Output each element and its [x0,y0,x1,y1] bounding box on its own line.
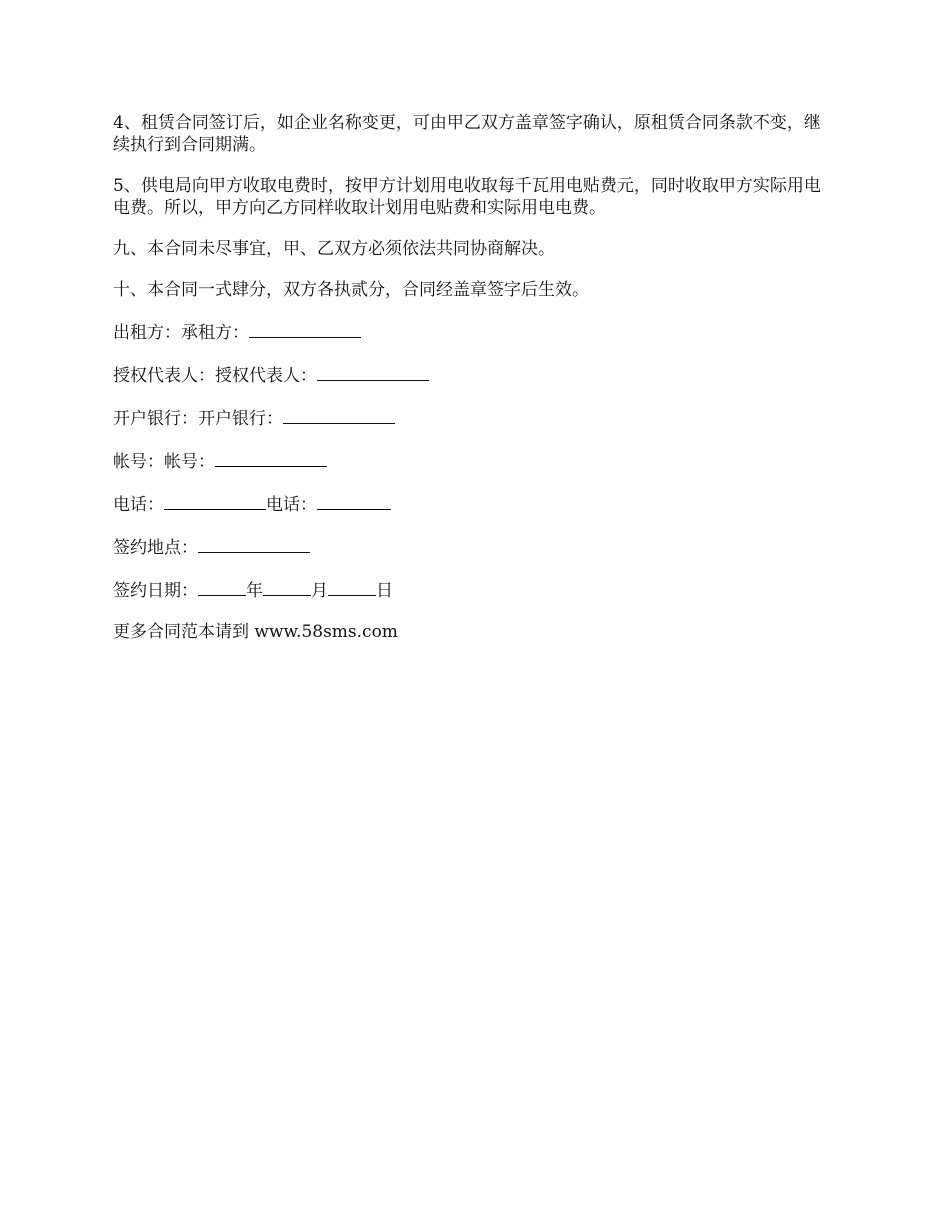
day-label: 日 [376,581,393,601]
phone-blank-1 [164,492,266,510]
year-label: 年 [246,581,263,601]
phone-label-1: 电话： [113,495,164,515]
contract-page [113,112,835,662]
lessee-label: 承租方： [181,323,249,343]
account-line [113,449,835,473]
place-line [113,535,835,559]
account-label-2: 帐号： [164,452,215,472]
lessor-label: 出租方： [113,323,181,343]
date-line [113,578,835,602]
clause-10: 十、本合同一式肆分，双方各执贰分，合同经盖章签字后生效。 [113,280,589,300]
phone-label-2: 电话： [266,495,317,515]
representative-line [113,363,835,387]
month-label: 月 [311,581,328,601]
month-blank [263,578,311,596]
clause-9: 九、本合同未尽事宜，甲、乙双方必须依法共同协商解决。 [113,239,555,259]
place-label: 签约地点： [113,538,198,558]
clause-5: 5、供电局向甲方收取电费时，按甲方计划用电收取每千瓦用电贴费元，同时收取甲方实际用电电费。所以，甲方向乙方同样收取计划用电贴费和实际用电电费。 [113,176,821,218]
account-label-1: 帐号： [113,452,164,472]
bank-label-2: 开户银行： [198,409,283,429]
bank-label-1: 开户银行： [113,409,198,429]
bank-line [113,406,835,430]
account-blank [215,449,327,467]
date-label: 签约日期： [113,581,198,601]
representative-blank [317,363,429,381]
place-blank [198,535,310,553]
day-blank [328,578,376,596]
representative-label-2: 授权代表人： [215,366,317,386]
representative-label-1: 授权代表人： [113,366,215,386]
lessee-blank [249,320,361,338]
clause-4: 4、租赁合同签订后，如企业名称变更，可由甲乙双方盖章签字确认，原租赁合同条款不变，继续执行到合同期满。 [113,113,821,155]
year-blank [198,578,246,596]
phone-blank-2 [317,492,391,510]
party-line [113,320,835,344]
bank-blank [283,406,395,424]
more-contracts-note: 更多合同范本请到 www.58sms.com [113,622,398,642]
phone-line [113,492,835,516]
